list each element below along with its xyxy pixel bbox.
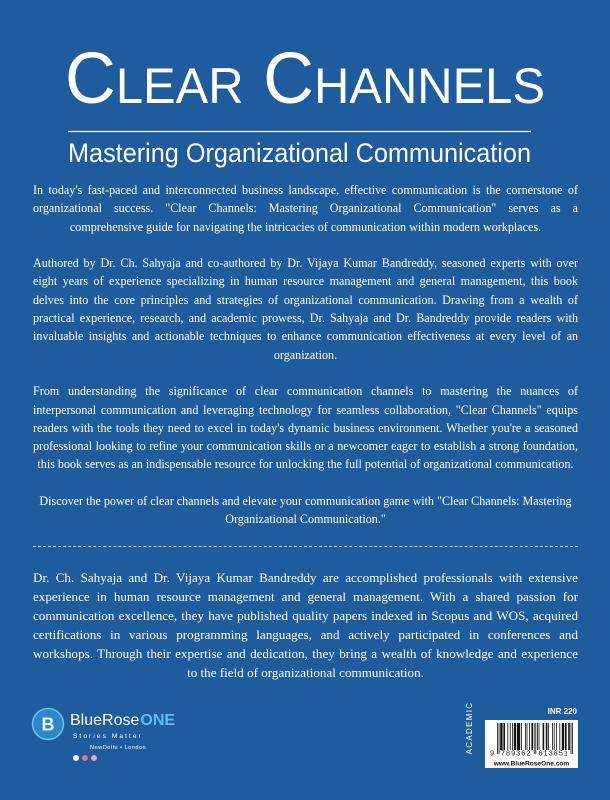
about-authors: [33, 568, 578, 682]
bio-line: Dr. Ch. Sahyaja and Dr. Vijaya Kumar Bandreddy are accomplished professionals with extensive: [33, 569, 578, 585]
blurb-line: Authored by Dr. Ch. Sahyaja and co-authored by Dr. Vijaya Kumar Bandreddy, seasoned experts with over: [33, 256, 578, 271]
barcode-digits-right: 613851: [538, 748, 570, 758]
barcode-bar: [568, 723, 570, 750]
barcode-bar: [499, 723, 500, 754]
barcode-bar: [554, 723, 555, 750]
bluerose-logo-icon: [31, 707, 65, 741]
barcode-digits-left: 789362: [500, 748, 532, 758]
bio-line: experience in human resource management and general management. With a shared passion for: [33, 588, 578, 604]
blurb-line: invaluable insights and actionable techniques to enhance communication effectiveness at every level of an: [33, 329, 578, 344]
barcode-bar: [571, 723, 572, 754]
bio-line: workshops. Through their expertise and dedication, they bring a wealth of knowledge and experience: [33, 645, 578, 661]
blurb-line: organization.: [273, 347, 338, 362]
blurb-line: In today's fast-paced and interconnected business landscape, effective communication is the cornerstone of: [33, 183, 578, 197]
barcode-bar: [546, 723, 548, 750]
blurb-line: practical experience, research, and academic prowess, Dr. Sahyaja and Dr. Bandreddy provide readers with: [33, 311, 578, 326]
blurb-line: organizational success. "Clear Channels: Mastering Organizational Communication" serves as a: [33, 201, 578, 216]
publisher-name-main: BlueRose: [70, 712, 140, 729]
logo-mark: B: [41, 714, 55, 735]
publisher-name: [70, 712, 175, 730]
blurb-line: delves into the core principles and strategies of organizational communication. Drawing from a wealth of: [33, 292, 578, 307]
isbn-barcode: [485, 720, 578, 768]
barcode-bar: [517, 723, 520, 750]
blurb-line: comprehensive guide for navigating the intricacies of communication within modern workplaces.: [69, 219, 542, 234]
blurb-paragraph-authors: [33, 254, 578, 364]
blurb-line: Organizational Communication.": [225, 512, 386, 527]
blurb-line: professional looking to refine your communication skills or a newcomer eager to establish a strong foundation,: [33, 439, 578, 454]
barcode-bar: [500, 723, 502, 750]
barcode-bar: [559, 723, 560, 750]
barcode-bar: [525, 723, 526, 750]
barcode-bar: [514, 723, 516, 750]
barcode-bar: [543, 723, 545, 750]
blurb-line: readers with the tools they need to excel in today's dynamic business environment. Whether you're a seasoned: [33, 420, 578, 435]
barcode-bar: [565, 723, 567, 750]
barcode-bar: [562, 723, 564, 750]
barcode-bar: [521, 723, 522, 750]
blurb-paragraph-intro: [33, 181, 578, 236]
instagram-icon: [82, 755, 88, 761]
blurb-line: interpersonal communication and leveraging technology for seamless collaboration, "Clear Channels" equips: [33, 402, 578, 417]
blurb-line: From understanding the significance of clear communication channels to mastering the nuances of: [33, 384, 578, 399]
section-divider: [33, 546, 578, 547]
facebook-icon: [73, 755, 79, 761]
book-subtitle: Mastering Organizational Communication: [68, 138, 531, 168]
publisher-name-suffix: ONE: [140, 712, 176, 729]
youtube-icon: [91, 755, 97, 761]
barcode-bar: [548, 723, 549, 750]
barcode-bar: [507, 723, 508, 750]
category-label: ACADEMIC: [465, 701, 474, 755]
blurb-line: eight years of experience specializing in human resource management and general management, this book: [33, 274, 578, 289]
social-icons: [73, 755, 97, 761]
barcode-bar: [537, 723, 538, 750]
barcode-bar: [572, 723, 573, 754]
barcode-bar: [529, 723, 530, 750]
bio-line: certifications in various programming languages, and actively participated in conferences and: [33, 626, 578, 642]
barcode-bar: [503, 723, 505, 750]
barcode-bar: [552, 723, 553, 750]
blurb-paragraph-closing: [33, 492, 578, 529]
blurb: [33, 181, 578, 547]
blurb-line: this book serves as an indispensable resource for unlocking the full potential of organizational communication.: [37, 457, 574, 472]
barcode-bar: [534, 723, 535, 754]
barcode-bar: [497, 723, 498, 754]
title-block: [0, 0, 610, 180]
blurb-line: Discover the power of clear channels and elevate your communication game with "Clear Channels: Mastering: [39, 494, 572, 509]
barcode-bar: [539, 723, 540, 750]
barcode-bar: [556, 723, 557, 750]
bio-line: to the field of organizational communication.: [187, 664, 424, 680]
barcode-bar: [527, 723, 528, 750]
barcode-digit-lead: 9: [489, 748, 496, 758]
bio-line: communication excellence, they have published quality papers indexed in Scopus and WOS, acquired: [33, 607, 578, 623]
book-title: Clear Channels: [65, 39, 545, 119]
barcode-bar: [535, 723, 536, 754]
publisher-locations: NewDelhi • London: [90, 745, 147, 751]
barcode-bar: [510, 723, 511, 750]
blurb-paragraph-scope: [33, 382, 578, 473]
price-label: INR 220: [547, 707, 577, 716]
barcode-bar: [512, 723, 513, 750]
publisher-tagline: Stories Matter: [73, 733, 143, 740]
website-url: www.BlueRoseOne.com: [493, 760, 570, 768]
barcode-bar: [531, 723, 533, 750]
